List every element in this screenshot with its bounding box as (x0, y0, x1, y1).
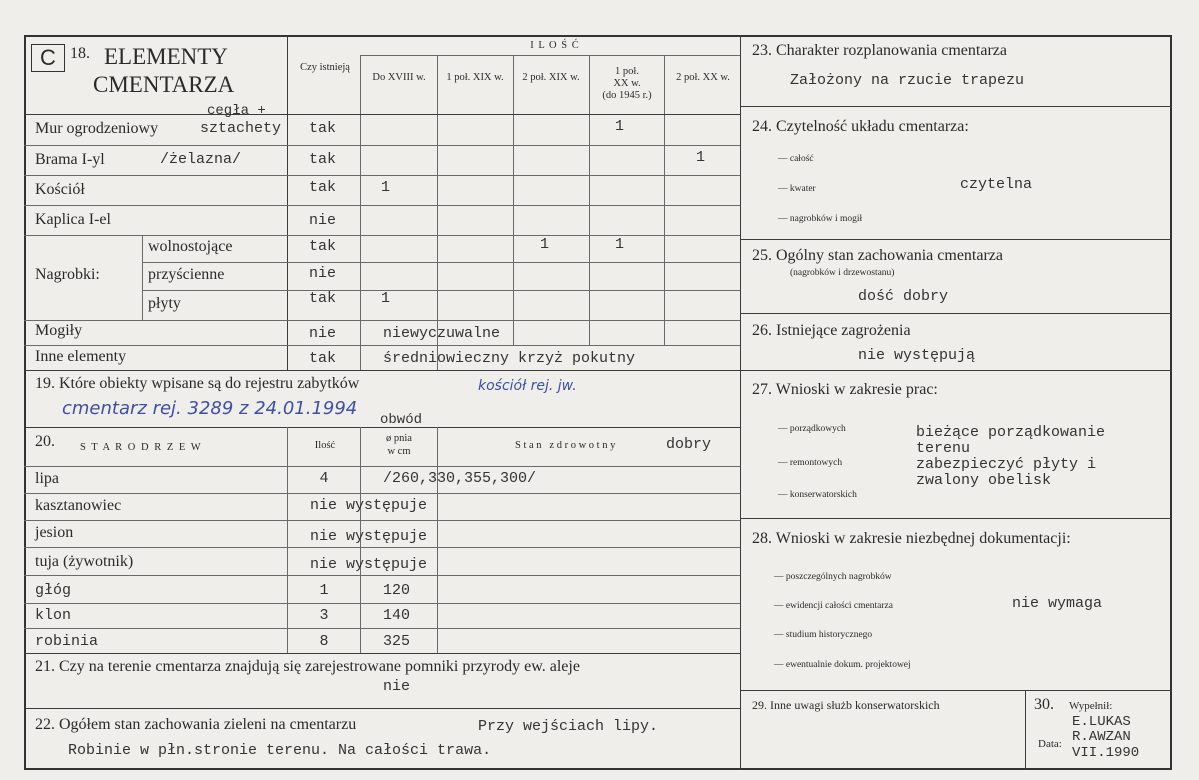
s26-title: 26. Istniejące zagrożenia (752, 322, 911, 339)
kaplica-czy: nie (309, 212, 337, 229)
s30-date: VII.1990 (1072, 745, 1140, 761)
s28-b: — ewidencji całości cmentarza (774, 601, 893, 611)
nagr-plyty-czy: tak (309, 290, 337, 307)
row-line (24, 145, 740, 146)
col-line-2 (437, 55, 438, 370)
row-line (142, 290, 740, 291)
inne-note: średniowieczny krzyż pokutny (383, 350, 636, 367)
nagrobki-label: Nagrobki: (35, 266, 100, 283)
col-do-xviii: Do XVIII w. (372, 72, 426, 83)
mur-label: Mur ogrodzeniowy (35, 120, 159, 137)
row-line (24, 345, 740, 346)
s24-answer: czytelna (960, 176, 1033, 193)
tree-count: 8 (319, 633, 329, 650)
col-1pol-xx-3: (do 1945 r.) (602, 90, 652, 101)
s24-title: 24. Czytelność układu cmentarza: (752, 118, 969, 135)
s23-title: 23. Charakter rozplanowania cmentarza (752, 42, 1007, 59)
ilosc-underline (360, 55, 740, 56)
row-line (24, 175, 740, 176)
row-line (24, 628, 740, 629)
s25-title: 25. Ogólny stan zachowania cmentarza (752, 247, 1004, 264)
s19-hand-1: kościół rej. jw. (478, 378, 577, 394)
col-2pol-xix: 2 poł. XIX w. (522, 72, 580, 83)
inne-czy: tak (309, 350, 337, 367)
row-line (24, 575, 740, 576)
nagr-plyty-do-xviii: 1 (381, 290, 391, 307)
s20-col-line (437, 427, 438, 653)
col-czy-header: Czy istnieją (300, 62, 350, 73)
s30-data-label: Data: (1038, 738, 1062, 750)
row-line (24, 547, 740, 548)
kosciol-czy: tak (309, 179, 337, 196)
row-line (24, 653, 740, 654)
row-line (740, 690, 1172, 691)
s27-answer-1: bieżące porządkowanie (916, 424, 1106, 441)
s20-title: S T A R O D R Z E W (80, 442, 203, 453)
s19-hand-2: cmentarz rej. 3289 z 24.01.1994 (62, 398, 358, 419)
s20-obwod: obwód (380, 412, 423, 428)
col-1pol-xx-1: 1 poł. (615, 66, 639, 77)
s22-answer-1: Przy wejściach lipy. (478, 718, 659, 735)
s28-a: — poszczególnych nagrobków (774, 572, 892, 582)
s30-name2: R.AWZAN (1072, 729, 1131, 745)
s24-nagrobkow: — nagrobków i mogił (778, 214, 863, 224)
s27-konserw: — konserwatorskich (778, 490, 857, 500)
kaplica-label: Kaplica I-el (35, 211, 111, 228)
mur-czy: tak (309, 120, 337, 137)
s27-answer-4: zwalony obelisk (916, 472, 1052, 489)
brama-czy: tak (309, 151, 337, 168)
s18-number: 18. (70, 45, 90, 62)
nagr-przysc-czy: nie (309, 265, 337, 282)
tree-name: lipa (35, 470, 59, 487)
s20-stan-typed: dobry (666, 436, 712, 453)
s27-porzadkowe: — porządkowych (778, 424, 846, 434)
nagr-wolno-czy: tak (309, 238, 337, 255)
tree-name: kasztanowiec (35, 497, 122, 514)
row-line (740, 313, 1172, 314)
col-1pol-xx-2: XX w. (613, 78, 641, 89)
brama-typed: /żelazna/ (160, 151, 242, 168)
mur-typed-above: cegła + (207, 103, 266, 119)
s30-name1: E.LUKAS (1072, 714, 1131, 730)
s27-answer-3: zabezpieczyć płyty i (916, 456, 1097, 473)
s21-answer: nie (383, 678, 411, 695)
tree-count: 4 (319, 470, 329, 487)
s20-col-pnia-2: w cm (387, 446, 411, 457)
s22-answer-2: Robinie w płn.stronie terenu. Na całości trawa. (68, 742, 492, 759)
row-line (24, 320, 740, 321)
row-line (24, 235, 740, 236)
s30-label: Wypełnił: (1069, 700, 1113, 712)
nagr-plyty-label: płyty (148, 295, 181, 312)
s19-question: 19. Które obiekty wpisane są do rejestru zabytków (35, 375, 360, 392)
middle-divider (740, 35, 741, 711)
col-2pol-xx: 2 poł. XX w. (676, 72, 730, 83)
col-line-3 (513, 55, 514, 345)
s20-col-line (287, 427, 288, 653)
tree-diam: nie występuje (310, 497, 428, 514)
s27-remontowe: — remontowych (778, 458, 843, 468)
tree-diam: 140 (383, 607, 411, 624)
row-line (24, 370, 740, 371)
s20-number: 20. (35, 433, 55, 450)
s25-answer: dość dobry (858, 288, 949, 305)
kosciol-do-xviii: 1 (381, 179, 391, 196)
s27-answer-2: terenu (916, 440, 971, 457)
section-letter-box: C (31, 44, 65, 72)
row-line (740, 106, 1172, 107)
s20-col-ilosc: Ilość (314, 440, 336, 451)
nagr-wolno-label: wolnostojące (148, 238, 233, 255)
s26-answer: nie występują (858, 347, 976, 364)
ilosc-header: I L O Ś Ć (530, 40, 580, 51)
s22-question: 22. Ogółem stan zachowania zieleni na cmentarzu (35, 716, 357, 733)
row-line (740, 239, 1172, 240)
row-line (24, 466, 740, 467)
s28-c: — studium historycznego (774, 630, 873, 640)
mogily-czy: nie (309, 325, 337, 342)
s25-sub: (nagrobków i drzewostanu) (790, 268, 895, 278)
row-line (24, 708, 740, 709)
s28-title: 28. Wnioski w zakresie niezbędnej dokumentacji: (752, 530, 1071, 547)
inne-label: Inne elementy (35, 348, 127, 365)
row-line (142, 262, 740, 263)
nagr-przysc-label: przyścienne (148, 266, 225, 283)
s18-title-2: CMENTARZA (93, 72, 235, 97)
brama-2pol-xx: 1 (696, 149, 706, 166)
s27-title: 27. Wnioski w zakresie prac: (752, 381, 938, 398)
row-line (24, 520, 740, 521)
tree-name: tuja (żywotnik) (35, 553, 134, 570)
row-line (24, 205, 740, 206)
tree-count: 1 (319, 582, 329, 599)
tree-diam: 120 (383, 582, 411, 599)
row-line (24, 603, 740, 604)
s29-title: 29. Inne uwagi służb konserwatorskich (752, 698, 940, 712)
s28-answer: nie wymaga (1012, 595, 1103, 612)
s20-col-stan: S t a n z d r o w o t n y (515, 440, 616, 451)
tree-count: 3 (319, 607, 329, 624)
s24-calosc: — całość (778, 154, 814, 164)
tree-diam: 325 (383, 633, 411, 650)
tree-diam: nie występuje (310, 528, 428, 545)
tree-name: głóg (35, 582, 72, 599)
mogily-label: Mogiły (35, 322, 83, 339)
col-1pol-xix: 1 poł. XIX w. (446, 72, 504, 83)
middle-divider-bottom (740, 690, 741, 770)
s28-d: — ewentualnie dokum. projektowej (774, 660, 911, 670)
row-line (740, 518, 1172, 519)
mur-1pol-xx: 1 (615, 118, 625, 135)
col-line-1 (360, 55, 361, 370)
kosciol-label: Kościół (35, 181, 85, 198)
nagrobki-divider (142, 235, 143, 320)
col-line-5 (664, 55, 665, 345)
s24-kwater: — kwater (778, 184, 816, 194)
s18-title-1: ELEMENTY (104, 44, 228, 69)
brama-label: Brama I-yl (35, 151, 105, 168)
row-line (24, 114, 740, 115)
tree-name: jesion (35, 524, 74, 541)
s23-answer: Założony na rzucie trapezu (790, 72, 1025, 89)
s20-col-pnia-1: ø pnia (386, 433, 412, 444)
s29-s30-divider (1025, 690, 1026, 770)
nagr-wolno-1pol-xx: 1 (615, 236, 625, 253)
tree-name: robinia (35, 633, 99, 650)
s21-question: 21. Czy na terenie cmentarza znajdują się zarejestrowane pomniki przyrody ew. aleje (35, 658, 580, 675)
tree-diam: nie występuje (310, 556, 428, 573)
nagr-wolno-2pol-xix: 1 (540, 236, 550, 253)
mogily-note: niewyczuwalne (383, 325, 501, 342)
tree-name: klon (35, 607, 72, 624)
row-line (24, 493, 740, 494)
row-line (740, 370, 1172, 371)
mur-typed: sztachety (200, 120, 282, 137)
tree-diam: /260,330,355,300/ (383, 470, 537, 487)
s30-number: 30. (1034, 696, 1054, 713)
